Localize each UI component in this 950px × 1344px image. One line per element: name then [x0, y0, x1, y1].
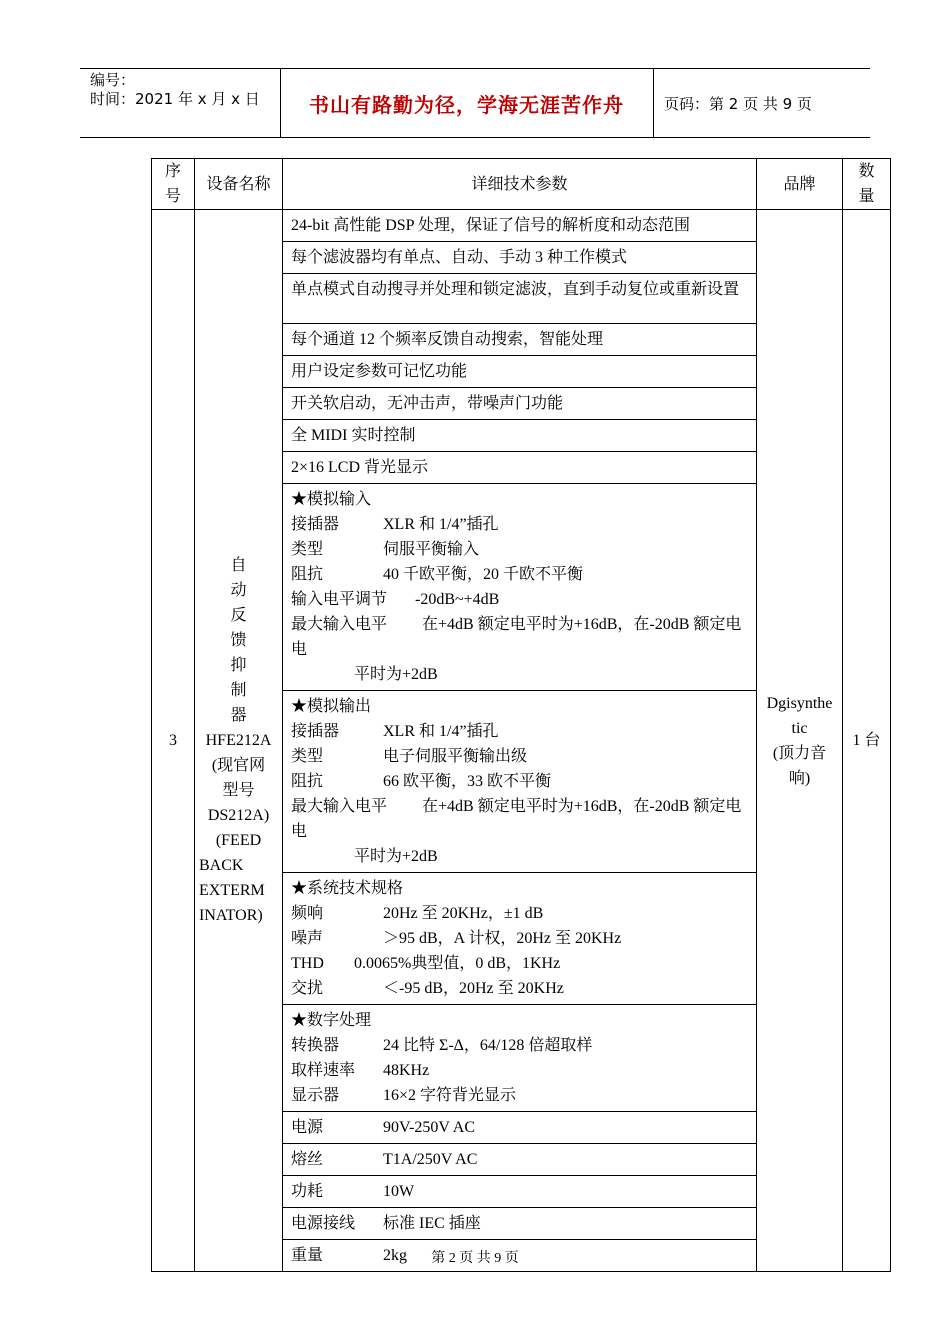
feature-single-point: 单点模式自动搜寻并处理和锁定滤波，直到手动复位或重新设置 — [283, 274, 757, 324]
table-header-row — [152, 159, 891, 210]
seq-cell: 3 — [152, 210, 195, 1272]
header-device-name: 设备名称 — [195, 159, 283, 210]
table-row — [152, 210, 891, 242]
header-motto: 书山有路勤为径，学海无涯苦作舟 — [309, 92, 624, 117]
device-name-cell: 自 动 反 馈 抑 制 器 HFE212A (现官网 型号 DS212A) (FEED BACK EXTERM INATOR) — [195, 210, 283, 1272]
system-spec-title: ★系统技术规格 — [291, 880, 404, 897]
analog-output-title: ★模拟输出 — [291, 698, 372, 715]
analog-output-section: ★模拟输出 接插器 XLR 和 1/4”插孔 类型 电子伺服平衡输出级 阻抗 66 欧平衡，33 欧不平衡 最大输入电平 在+4dB 额定电平时为+16dB，在-20dB 额定电 电 平时为+2dB — [283, 691, 757, 873]
feature-dsp: 24-bit 高性能 DSP 处理，保证了信号的解析度和动态范围 — [283, 210, 757, 242]
document-number-label: 编号： — [90, 71, 136, 89]
feature-auto-search: 每个通道 12 个频率反馈自动搜索，智能处理 — [283, 324, 757, 356]
qty-cell: 1 台 — [843, 210, 891, 1272]
analog-input-title: ★模拟输入 — [291, 491, 372, 508]
brand-cell: Dgisynthe tic (顶力音 响) — [757, 210, 843, 1272]
power-connection-row: 电源接线 标准 IEC 插座 — [283, 1208, 757, 1240]
system-spec-section: ★系统技术规格 频响 20Hz 至 20KHz，±1 dB 噪声 ＞95 dB，A 计权，20Hz 至 20KHz THD 0.0065%典型值，0 dB，1KHz 交扰 ＜-95 dB，20Hz 至 20KHz — [283, 873, 757, 1005]
feature-soft-start: 开关软启动，无冲击声，带噪声门功能 — [283, 388, 757, 420]
weight-row: 重量 2kg — [283, 1240, 757, 1272]
header-qty: 数量 — [843, 159, 891, 210]
power-row: 电源 90V-250V AC — [283, 1112, 757, 1144]
header-brand: 品牌 — [757, 159, 843, 210]
consumption-row: 功耗 10W — [283, 1176, 757, 1208]
header-page-number: 页码：第 2 页 共 9 页 — [664, 94, 812, 113]
spec-table — [151, 158, 891, 1272]
digital-processing-section: ★数字处理 转换器 24 比特 Σ-Δ，64/128 倍超取样 取样速率 48KHz 显示器 16×2 字符背光显示 — [283, 1005, 757, 1112]
header-divider — [653, 69, 654, 137]
digital-processing-title: ★数字处理 — [291, 1012, 372, 1029]
header-seq: 序号 — [152, 159, 195, 210]
header-params: 详细技术参数 — [283, 159, 757, 210]
feature-modes: 每个滤波器均有单点、自动、手动 3 种工作模式 — [283, 242, 757, 274]
document-time-label: 时间：2021 年 x 月 x 日 — [90, 90, 260, 108]
feature-lcd: 2×16 LCD 背光显示 — [283, 452, 757, 484]
feature-midi: 全 MIDI 实时控制 — [283, 420, 757, 452]
header-meta — [90, 71, 260, 109]
page-footer: 第 2 页 共 9 页 — [431, 1251, 519, 1266]
fuse-row: 熔丝 T1A/250V AC — [283, 1144, 757, 1176]
page-header — [80, 68, 870, 138]
analog-input-section: ★模拟输入 接插器 XLR 和 1/4”插孔 类型 伺服平衡输入 阻抗 40 千欧平衡，20 千欧不平衡 输入电平调节 -20dB~+4dB 最大输入电平 在+4dB 额定电平时为+16dB，在-20dB 额定电 电 平时为+2dB — [283, 484, 757, 691]
feature-memory: 用户设定参数可记忆功能 — [283, 356, 757, 388]
